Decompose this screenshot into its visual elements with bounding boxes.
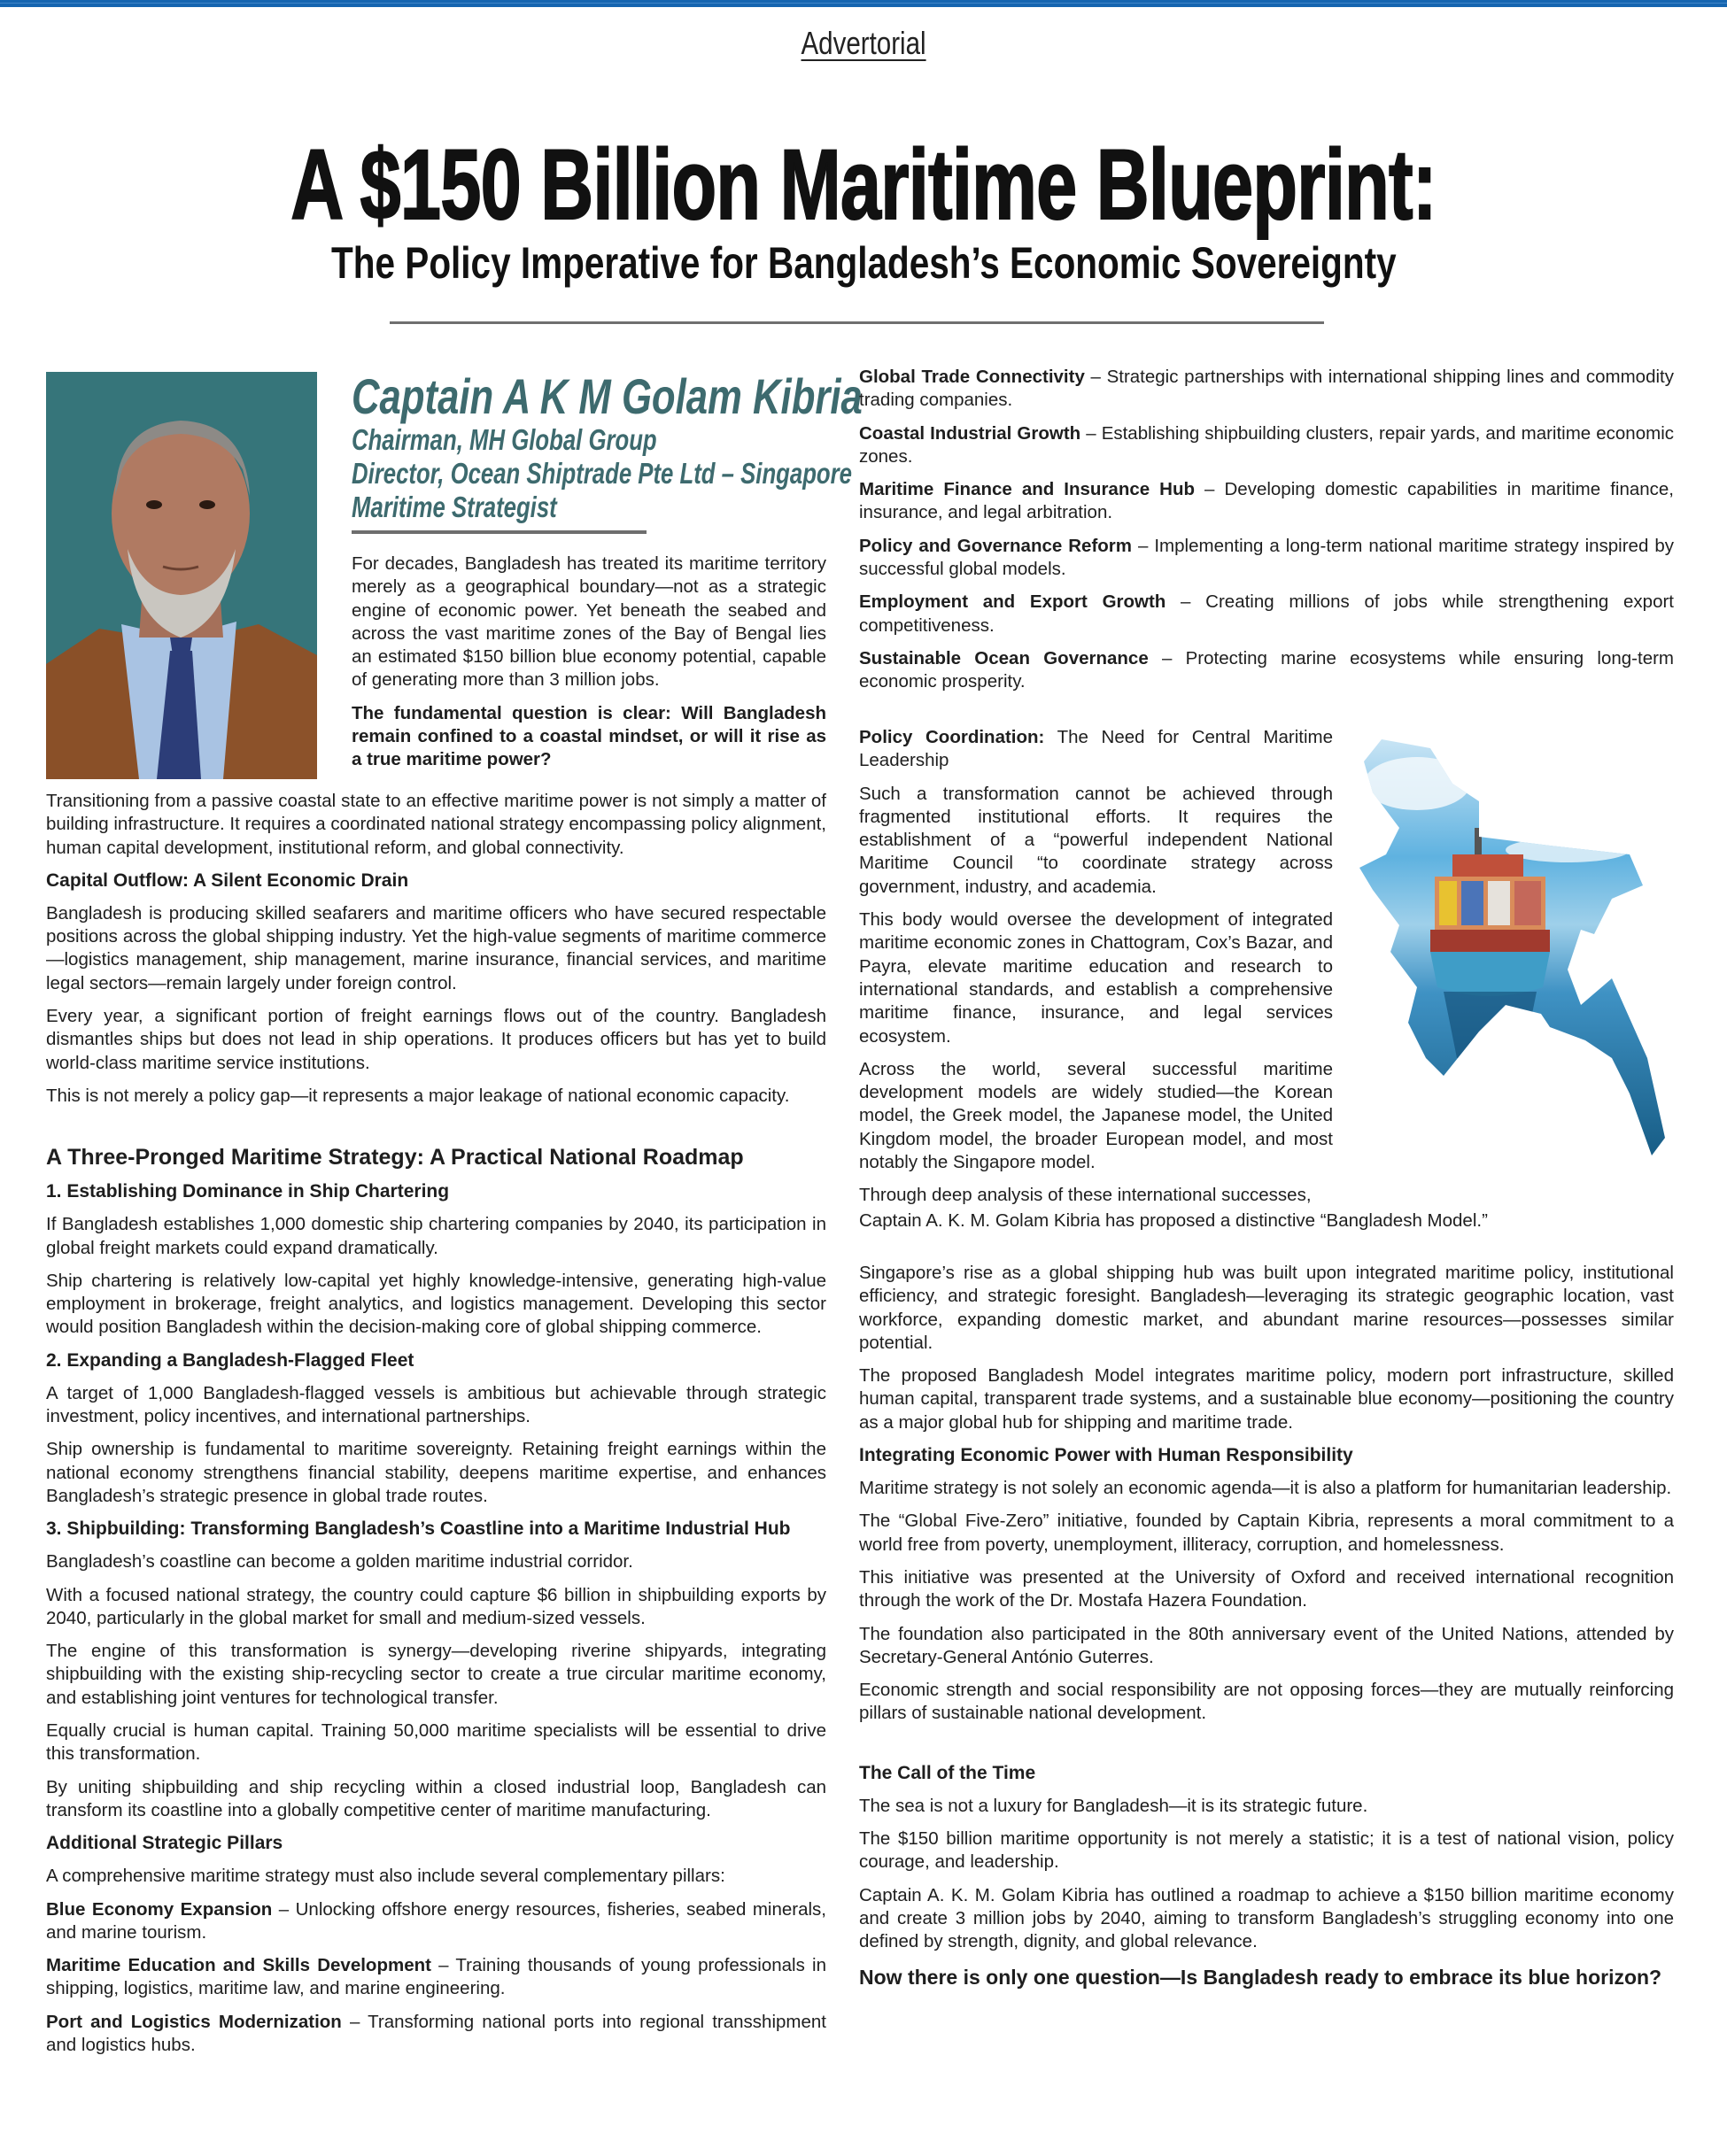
headline-divider [390, 321, 1324, 324]
pillar-title: Port and Logistics Modernization [46, 2011, 342, 2032]
bangladesh-map-image [1346, 722, 1683, 1173]
paragraph: Captain A. K. M. Golam Kibria has proposed a distinctive “Bangladesh Model.” [859, 1209, 1488, 1231]
intro-paragraph: For decades, Bangladesh has treated its maritime territory merely as a geographical boundary—not as a strategic engine of economic power. Yet beneath the seabed and across the vast maritime zones of the Bay of Bengal lies an estimated $150 billion blue economy potential, capable of generating more than 3 million jobs. [352, 553, 826, 691]
paragraph: A comprehensive maritime strategy must also include several complementary pillars: [46, 1866, 725, 1887]
pillar-title: Maritime Finance and Insurance Hub [859, 479, 1196, 500]
paragraph: Singapore’s rise as a global shipping hub was built upon integrated maritime policy, institutional efficiency, and strategic foresight. Bangladesh—leveraging its strategic geographic location, vast workforce, expanding domestic market, and abundant marine resources—possesses similar potential. [859, 1263, 1674, 1353]
paragraph: Bangladesh’s coastline can become a golden maritime industrial corridor. [46, 1551, 633, 1573]
left-column [46, 790, 826, 2067]
author-photo [46, 372, 317, 779]
paragraph: This body would oversee the development of integrated maritime economic zones in Chattogram, Cox’s Bazar, and Payra, elevate maritime education and research to international standards, and establish a comprehensive maritime finance, insurance, and legal services ecosystem. [859, 909, 1333, 1047]
paragraph: If Bangladesh establishes 1,000 domestic ship chartering companies by 2040, its participation in global freight markets could expand dramatically. [46, 1214, 826, 1258]
paragraph: The sea is not a luxury for Bangladesh—it is its strategic future. [859, 1795, 1368, 1816]
paragraph: This initiative was presented at the University of Oxford and received international recognition through the work of the Dr. Mostafa Hazera Foundation. [859, 1566, 1674, 1611]
author-role: Director, Ocean Shiptrade Pte Ltd – Singapore [352, 457, 852, 490]
intro-column [352, 553, 826, 782]
paragraph: By uniting shipbuilding and ship recycling within a closed industrial loop, Bangladesh can transform its coastline into a globally competitive center of maritime manufacturing. [46, 1776, 826, 1820]
section-heading: The Call of the Time [859, 1762, 1036, 1783]
paragraph: Equally crucial is human capital. Training 50,000 maritime specialists will be essential to drive this transformation. [46, 1720, 826, 1765]
subsection-heading: 1. Establishing Dominance in Ship Chartering [46, 1181, 450, 1202]
pillar-text: – Unlocking offshore energy resources, fisheries, seabed minerals, and marine tourism. [46, 1898, 826, 1943]
paragraph: Ship chartering is relatively low-capital yet highly knowledge-intensive, generating high-value employment in brokerage, freight analytics, and logistics management. Developing this sector would position Bangladesh within the decision-making core of global shipping commerce. [46, 1270, 826, 1338]
policy-column [859, 726, 1488, 1242]
paragraph: The foundation also participated in the 80th anniversary event of the United Nations, attended by Secretary-General António Guterres. [859, 1623, 1674, 1667]
pillar-item [859, 478, 1674, 525]
pillar-title: Employment and Export Growth [859, 591, 1166, 613]
policy-heading-rest: The Need for Central Maritime Leadership [859, 727, 1333, 771]
map-ship-illustration [1346, 722, 1683, 1173]
pillar-item [859, 535, 1674, 582]
paragraph: The $150 billion maritime opportunity is not merely a statistic; it is a test of national vision, policy courage, and leadership. [859, 1828, 1674, 1873]
paragraph: The “Global Five-Zero” initiative, founded by Captain Kibria, represents a moral commitment to a world free from poverty, unemployment, illiteracy, corruption, and homelessness. [859, 1511, 1674, 1555]
pillar-item [46, 2011, 826, 2058]
pillar-item [46, 1954, 826, 2001]
intro-question: The fundamental question is clear: Will Bangladesh remain confined to a coastal mindset, or will it rise as a true maritime power? [352, 702, 826, 770]
author-role: Chairman, MH Global Group [352, 423, 657, 456]
subsection-heading: 3. Shipbuilding: Transforming Bangladesh’s Coastline into a Maritime Industrial Hub [46, 1518, 791, 1540]
pillar-title: Policy and Governance Reform [859, 535, 1133, 556]
policy-heading-bold: Policy Coordination: [859, 727, 1045, 747]
paragraph: Across the world, several successful maritime development models are widely studied—the Korean model, the Greek model, the Japanese model, the United Kingdom model, the broader European model, and most notably the Singapore model. [859, 1058, 1333, 1173]
paragraph: A target of 1,000 Bangladesh-flagged vessels is ambitious but achievable through strategic investment, policy incentives, and international partnerships. [46, 1382, 826, 1427]
pillar-item [859, 591, 1674, 638]
paragraph: The engine of this transformation is synergy—developing riverine shipyards, integrating shipbuilding with the existing ship-recycling sector to create a true circular maritime economy, and establishing joint ventures for technological transfer. [46, 1641, 826, 1708]
subsection-heading: 2. Expanding a Bangladesh-Flagged Fleet [46, 1349, 414, 1371]
author-divider [352, 530, 647, 534]
transition-paragraph: Transitioning from a passive coastal state to an effective maritime power is not simply a matter of building infrastructure. It requires a coordinated national strategy encompassing policy alignment, human capital development, institutional reform, and global connectivity. [46, 791, 826, 858]
closing-question: Now there is only one question—Is Bangladesh ready to embrace its blue horizon? [859, 1965, 1662, 1989]
paragraph: Every year, a significant portion of freight earnings flows out of the country. Bangladesh dismantles ships but does not lead in ship operations. It produces officers but has yet to build world-class maritime service institutions. [46, 1006, 826, 1073]
pillar-item [859, 422, 1674, 469]
subheadline-wrap [0, 237, 1727, 289]
paragraph: Ship ownership is fundamental to maritime sovereignty. Retaining freight earnings within the national economy strengthens financial stability, deepens maritime expertise, and enhances Bangladesh’s strategic presence in global trade routes. [46, 1439, 826, 1506]
pillar-item [46, 1898, 826, 1945]
pillar-text: – Establishing shipbuilding clusters, repair yards, and maritime economic zones. [859, 422, 1674, 467]
paragraph: Maritime strategy is not solely an economic agenda—it is also a platform for humanitarian leadership. [859, 1478, 1672, 1499]
paragraph: Captain A. K. M. Golam Kibria has outlined a roadmap to achieve a $150 billion maritime economy and create 3 million jobs by 2040, aiming to transform Bangladesh’s struggling economy into one defined by strength, dignity, and global relevance. [859, 1884, 1674, 1952]
pillar-text: – Training thousands of young professionals in shipping, logistics, maritime law, and marine engineering. [46, 1955, 827, 1999]
right-lower-column [859, 1262, 1674, 2000]
pillar-title: Maritime Education and Skills Development [46, 1955, 431, 1976]
pillar-text: – Transforming national ports into regional transshipment and logistics hubs. [46, 2011, 826, 2055]
section-heading: Capital Outflow: A Silent Economic Drain [46, 869, 409, 891]
section-heading: A Three-Pronged Maritime Strategy: A Practical National Roadmap [46, 1145, 744, 1171]
pillar-title: Coastal Industrial Growth [859, 422, 1081, 444]
right-pillars-column [859, 366, 1674, 704]
headline: A $150 Billion Maritime Blueprint: [290, 129, 1437, 240]
advertorial-label: Advertorial [801, 25, 926, 61]
author-bio [352, 368, 863, 524]
pillar-item [859, 647, 1674, 694]
author-name: Captain A K M Golam Kibria [352, 368, 863, 424]
policy-heading [859, 726, 1333, 773]
section-heading: Additional Strategic Pillars [46, 1833, 283, 1854]
paragraph: Economic strength and social responsibility are not opposing forces—they are mutually reinforcing pillars of sustainable national development. [859, 1680, 1674, 1724]
paragraph: This is not merely a policy gap—it represents a major leakage of national economic capacity. [46, 1085, 790, 1106]
top-accent-bar [0, 0, 1727, 7]
pillar-title: Sustainable Ocean Governance [859, 647, 1149, 668]
author-role: Maritime Strategist [352, 491, 557, 523]
pillar-text: – Creating millions of jobs while strengthening export competitiveness. [859, 591, 1674, 636]
pillar-text: – Strategic partnerships with international shipping lines and commodity trading companies. [859, 367, 1674, 411]
pillar-text: – Developing domestic capabilities in maritime finance, insurance, and legal arbitration. [859, 479, 1674, 523]
section-heading: Integrating Economic Power with Human Responsibility [859, 1445, 1353, 1466]
paragraph: Through deep analysis of these international successes, [859, 1185, 1312, 1206]
pillar-title: Blue Economy Expansion [46, 1898, 273, 1920]
pillar-item [859, 366, 1674, 413]
paragraph: Bangladesh is producing skilled seafarers and maritime officers who have secured respectable positions across the global shipping industry. Yet the high-value segments of maritime commerce—logistics management, ship management, marine insurance, financial services, and maritime legal sectors—remain largely under foreign control. [46, 902, 826, 993]
subheadline: The Policy Imperative for Bangladesh’s Economic Sovereignty [330, 238, 1397, 288]
paragraph: The proposed Bangladesh Model integrates maritime policy, modern port infrastructure, skilled human capital, transparent trade systems, and a sustainable blue economy—positioning the country as a major global hub for shipping and maritime trade. [859, 1365, 1674, 1433]
pillar-text: – Implementing a long-term national maritime strategy inspired by successful global models. [859, 535, 1674, 580]
pillar-text: – Protecting marine ecosystems while ensuring long-term economic prosperity. [859, 647, 1674, 692]
headline-wrap [0, 129, 1727, 240]
paragraph: With a focused national strategy, the country could capture $6 billion in shipbuilding exports by 2040, particularly in the global market for small and medium-sized vessels. [46, 1584, 826, 1628]
paragraph: Such a transformation cannot be achieved through fragmented institutional efforts. It requires the establishment of a “powerful independent National Maritime Council “to coordinate strategy across government, industry, and academia. [859, 783, 1333, 897]
portrait-image [46, 372, 317, 779]
advertorial-label-wrap [0, 25, 1727, 62]
pillar-title: Global Trade Connectivity [859, 367, 1085, 387]
